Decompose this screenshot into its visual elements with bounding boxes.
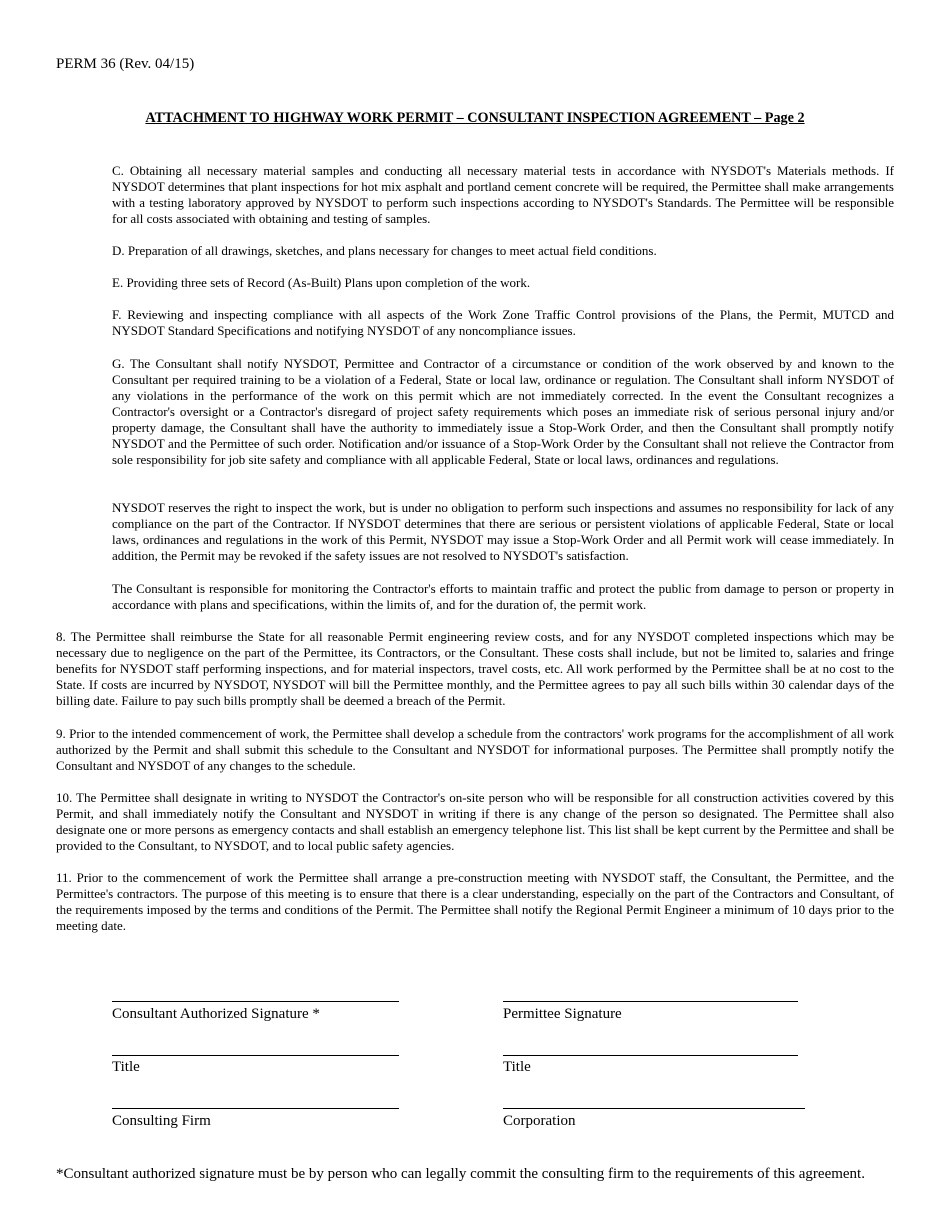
permittee-title-label: Title (503, 1059, 531, 1075)
permittee-signature-label: Permittee Signature (503, 1006, 622, 1022)
paragraph-d: D. Preparation of all drawings, sketches, and plans necessary for changes to meet actual field conditions. (112, 243, 657, 258)
form-number: PERM 36 (Rev. 04/15) (56, 56, 195, 72)
permittee-title-line[interactable] (503, 1055, 798, 1056)
paragraph-consultant-responsible: The Consultant is responsible for monitoring the Contractor's efforts to maintain traffic and protect the public from damage to person or property in accordance with plans and specifications, within the limits of, and for the duration of, the permit work. (112, 581, 894, 612)
consultant-signature-line[interactable] (112, 1001, 399, 1002)
paragraph-c: C. Obtaining all necessary material samples and conducting all necessary material tests in accordance with NYSDOT's Materials methods. If NYSDOT determines that plant inspections for hot mix asphalt and portland cement concrete will be required, the Permittee shall make arrangements with a testing laboratory approved by NYSDOT to perform such inspections according to NYSDOT's Standards. The Permittee will be responsible for all costs associated with obtaining and testing of samples. (112, 163, 894, 226)
consultant-title-line[interactable] (112, 1055, 399, 1056)
paragraph-8: 8. The Permittee shall reimburse the State for all reasonable Permit engineering review costs, and for any NYSDOT completed inspections which may be necessary due to negligence on the part of the Permittee, its Contractors, or the Consultant. These costs shall include, but not be limited to, salaries and fringe benefits for NYSDOT staff performing inspections, and for material inspectors, travel costs, etc. All work performed by the Permittee shall be at no cost to the State. If costs are incurred by NYSDOT, NYSDOT will bill the Permittee monthly, and the Permittee agrees to pay all such bills within 30 calendar days of the billing date. Failure to pay such bills promptly shall be deemed a breach of the Permit. (56, 629, 894, 708)
permittee-signature-line[interactable] (503, 1001, 798, 1002)
consultant-title-label: Title (112, 1059, 140, 1075)
page-title: ATTACHMENT TO HIGHWAY WORK PERMIT – CONSULTANT INSPECTION AGREEMENT – Page 2 (145, 110, 805, 126)
paragraph-nysdot-reserves: NYSDOT reserves the right to inspect the work, but is under no obligation to perform such inspections and assumes no responsibility for lack of any compliance on the part of the Contractor. If NYSDOT determines that there are serious or persistent violations of applicable Federal, State or local laws, ordinances and regulations in the work of this Permit, NYSDOT may issue a Stop-Work Order and all Permit work will cease immediately. In addition, the Permit may be revoked if the safety issues are not resolved to NYSDOT's satisfaction. (112, 500, 894, 563)
paragraph-e: E. Providing three sets of Record (As-Built) Plans upon completion of the work. (112, 275, 531, 290)
paragraph-11: 11. Prior to the commencement of work the Permittee shall arrange a pre-construction meeting with NYSDOT staff, the Consultant, the Permittee, and the Permittee's contractors. The purpose of this meeting is to ensure that there is a clear understanding, especially on the part of the Contractors and Consultant, of the requirements imposed by the terms and conditions of the Permit. The Permittee shall notify the Regional Permit Engineer a minimum of 10 days prior to the meeting date. (56, 870, 894, 933)
consulting-firm-line[interactable] (112, 1108, 399, 1109)
paragraph-10: 10. The Permittee shall designate in writing to NYSDOT the Contractor's on-site person who will be responsible for all construction activities covered by this Permit, and shall immediately notify the Consultant and NYSDOT in writing if there is any change of the person so designated. The Permittee shall also designate one or more persons as emergency contacts and shall establish an emergency telephone list. This list shall be kept current by the Permittee and shall be provided to the Consultant, to NYSDOT, and to local public safety agencies. (56, 790, 894, 853)
paragraph-g: G. The Consultant shall notify NYSDOT, Permittee and Contractor of a circumstance or condition of the work observed by and known to the Consultant per required training to be a violation of a Federal, State or local law, ordinance or regulation. The Consultant shall inform NYSDOT of any violations in the performance of the work on this permit which are not immediately corrected. In the event the Consultant recognizes a Contractor's oversight or a Contractor's disregard of project safety requirements which poses an immediate risk of serious personal injury and/or property damage, the Consultant shall have the authority to immediately issue a Stop-Work Order, and then the Consultant shall promptly notify NYSDOT and the Permittee of such order. Notification and/or issuance of a Stop-Work Order by the Consultant shall not relieve the Contractor from sole responsibility for job site safety and compliance with all applicable Federal, State or local laws, ordinances and regulations. (112, 356, 894, 467)
signature-footnote: *Consultant authorized signature must be by person who can legally commit the consulting firm to the requirements of this agreement. (56, 1166, 865, 1182)
consultant-signature-label: Consultant Authorized Signature * (112, 1006, 320, 1022)
consulting-firm-label: Consulting Firm (112, 1113, 211, 1129)
corporation-label: Corporation (503, 1113, 576, 1129)
paragraph-f: F. Reviewing and inspecting compliance with all aspects of the Work Zone Traffic Control provisions of the Plans, the Permit, MUTCD and NYSDOT Standard Specifications and notifying NYSDOT of any noncompliance issues. (112, 307, 894, 338)
paragraph-9: 9. Prior to the intended commencement of work, the Permittee shall develop a schedule from the contractors' work programs for the accomplishment of all work authorized by the Permit and shall submit this schedule to the Consultant and NYSDOT for informational purposes. The Permittee shall promptly notify the Consultant and NYSDOT of any changes to the schedule. (56, 726, 894, 773)
corporation-line[interactable] (503, 1108, 805, 1109)
